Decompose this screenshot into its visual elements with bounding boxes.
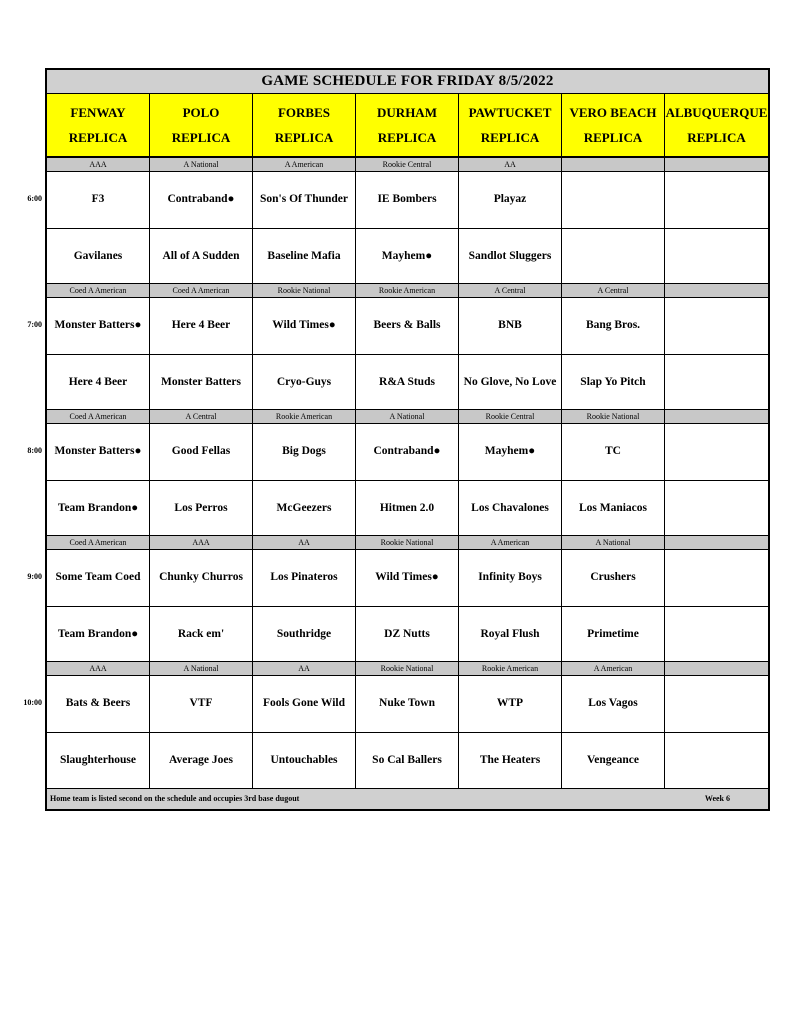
division-label: A National — [150, 157, 253, 171]
division-label: Coed A American — [47, 283, 150, 297]
field-subtitle: REPLICA — [171, 129, 231, 145]
away-team — [665, 424, 768, 481]
home-team: Slap Yo Pitch — [580, 375, 646, 388]
division-label: Rookie Central — [459, 409, 562, 423]
division-label: A American — [459, 535, 562, 549]
game-cell — [47, 172, 150, 284]
away-team — [665, 298, 768, 355]
away-team: Chunky Churros — [150, 550, 252, 607]
away-team: Here 4 Beer — [150, 298, 252, 355]
home-team: Southridge — [276, 627, 332, 640]
field-name: ALBUQUERQUE — [665, 104, 768, 120]
division-label: Rookie National — [356, 535, 459, 549]
game-cell — [253, 172, 356, 284]
division-label — [562, 157, 665, 171]
away-team: Los Pinateros — [253, 550, 355, 607]
away-team: Bang Bros. — [562, 298, 664, 355]
home-team — [665, 481, 768, 537]
away-team: IE Bombers — [356, 172, 458, 229]
field-header — [665, 94, 768, 157]
game-cell — [562, 424, 665, 536]
field-header — [562, 94, 665, 157]
field-subtitle: REPLICA — [687, 129, 746, 145]
field-name: PAWTUCKET — [468, 104, 552, 120]
field-subtitle: REPLICA — [583, 129, 643, 145]
home-team: Sandlot Sluggers — [468, 249, 552, 262]
home-team: DZ Nutts — [384, 627, 430, 640]
division-label — [665, 661, 768, 675]
home-team: Here 4 Beer — [68, 375, 128, 388]
division-label: Rookie American — [253, 409, 356, 423]
game-slot-row — [47, 172, 768, 284]
home-team — [665, 607, 768, 663]
field-name: FORBES — [277, 104, 330, 120]
game-cell — [253, 298, 356, 410]
time-label: 9:00 — [27, 572, 42, 581]
field-header — [150, 94, 253, 157]
division-label: AA — [253, 535, 356, 549]
game-cell — [253, 676, 356, 788]
game-cell — [150, 424, 253, 536]
division-label — [665, 157, 768, 171]
division-label: AAA — [150, 535, 253, 549]
division-label: A Central — [562, 283, 665, 297]
game-cell — [562, 550, 665, 662]
home-team: Los Perros — [174, 501, 228, 514]
division-label: Rookie National — [562, 409, 665, 423]
home-team: Los Chavalones — [471, 501, 549, 514]
division-label: AA — [253, 661, 356, 675]
home-team: Baseline Mafia — [267, 249, 341, 262]
away-team: Crushers — [562, 550, 664, 607]
away-team: Infinity Boys — [459, 550, 561, 607]
game-cell — [47, 298, 150, 410]
division-label: A National — [150, 661, 253, 675]
division-label — [665, 409, 768, 423]
away-team: WTP — [459, 676, 561, 733]
home-team — [562, 229, 664, 285]
home-team: McGeezers — [276, 501, 332, 514]
game-cell — [356, 676, 459, 788]
game-cell — [665, 550, 768, 662]
division-label — [665, 535, 768, 549]
division-label: A American — [562, 661, 665, 675]
field-subtitle: REPLICA — [480, 129, 540, 145]
home-team: Untouchables — [270, 753, 338, 766]
away-team: BNB — [459, 298, 561, 355]
game-cell — [665, 424, 768, 536]
field-header — [47, 94, 150, 157]
schedule-table — [45, 68, 770, 811]
away-team: Mayhem● — [459, 424, 561, 481]
division-label: A National — [356, 409, 459, 423]
away-team: Some Team Coed — [47, 550, 149, 607]
game-cell — [459, 424, 562, 536]
game-cell — [562, 172, 665, 284]
time-label: 6:00 — [27, 194, 42, 203]
game-cell — [665, 298, 768, 410]
game-cell — [459, 550, 562, 662]
division-label: Rookie American — [459, 661, 562, 675]
division-label: A Central — [150, 409, 253, 423]
game-slot-row — [47, 550, 768, 662]
home-team: Team Brandon● — [57, 501, 139, 514]
game-cell — [562, 298, 665, 410]
home-team: Cryo-Guys — [276, 375, 332, 388]
home-team: Mayhem● — [381, 249, 433, 262]
game-cell — [459, 172, 562, 284]
away-team: Nuke Town — [356, 676, 458, 733]
division-label: Rookie National — [253, 283, 356, 297]
home-team: Primetime — [587, 627, 639, 640]
away-team: Monster Batters● — [47, 298, 149, 355]
division-label: AAA — [47, 157, 150, 171]
home-team — [665, 229, 768, 285]
division-label: AAA — [47, 661, 150, 675]
schedule-footer — [47, 788, 768, 809]
game-slot-row — [47, 676, 768, 788]
home-team: R&A Studs — [379, 375, 435, 388]
game-cell — [665, 172, 768, 284]
division-label — [665, 283, 768, 297]
game-cell — [47, 676, 150, 788]
home-team: So Cal Ballers — [372, 753, 442, 766]
home-team — [665, 733, 768, 789]
away-team: Monster Batters● — [47, 424, 149, 481]
away-team — [665, 172, 768, 229]
away-team — [562, 172, 664, 229]
game-cell — [459, 298, 562, 410]
away-team: F3 — [47, 172, 149, 229]
time-label: 8:00 — [27, 446, 42, 455]
game-cell — [47, 550, 150, 662]
home-team: Gavilanes — [73, 249, 123, 262]
time-label: 7:00 — [27, 320, 42, 329]
game-cell — [356, 172, 459, 284]
game-cell — [150, 676, 253, 788]
game-cell — [150, 550, 253, 662]
field-name: DURHAM — [377, 104, 437, 120]
game-cell — [459, 676, 562, 788]
field-header-row — [47, 94, 768, 157]
division-band — [47, 409, 768, 424]
division-label: Coed A American — [47, 409, 150, 423]
field-subtitle: REPLICA — [68, 129, 128, 145]
game-cell — [150, 172, 253, 284]
division-label: A Central — [459, 283, 562, 297]
division-label: Rookie National — [356, 661, 459, 675]
game-cell — [356, 550, 459, 662]
away-team: Contraband● — [150, 172, 252, 229]
division-band — [47, 157, 768, 172]
division-label: Coed A American — [150, 283, 253, 297]
game-slot-row — [47, 298, 768, 410]
away-team: Good Fellas — [150, 424, 252, 481]
away-team — [665, 676, 768, 733]
home-team: Slaughterhouse — [59, 753, 137, 766]
division-label: AA — [459, 157, 562, 171]
away-team: Contraband● — [356, 424, 458, 481]
away-team: Wild Times● — [356, 550, 458, 607]
division-band — [47, 535, 768, 550]
away-team: Beers & Balls — [356, 298, 458, 355]
away-team: Big Dogs — [253, 424, 355, 481]
game-cell — [253, 424, 356, 536]
home-team: Los Maniacos — [578, 501, 648, 514]
home-team: Royal Flush — [480, 627, 540, 640]
division-label: Rookie Central — [356, 157, 459, 171]
away-team: Playaz — [459, 172, 561, 229]
away-team: TC — [562, 424, 664, 481]
home-team-note: Home team is listed second on the schedule and occupies 3rd base dugout — [50, 794, 300, 803]
home-team: The Heaters — [479, 753, 541, 766]
field-header — [459, 94, 562, 157]
field-subtitle: REPLICA — [274, 129, 334, 145]
field-name: VERO BEACH — [569, 104, 657, 120]
field-name: POLO — [182, 104, 220, 120]
home-team: No Glove, No Love — [463, 375, 557, 388]
away-team: Fools Gone Wild — [253, 676, 355, 733]
field-header — [253, 94, 356, 157]
away-team — [665, 550, 768, 607]
away-team: Son's Of Thunder — [253, 172, 355, 229]
home-team: Average Joes — [169, 753, 233, 766]
game-cell — [150, 298, 253, 410]
field-name: FENWAY — [70, 104, 126, 120]
division-label: A American — [253, 157, 356, 171]
away-team: Los Vagos — [562, 676, 664, 733]
away-team: VTF — [150, 676, 252, 733]
division-band — [47, 283, 768, 298]
game-cell — [356, 424, 459, 536]
division-label: Coed A American — [47, 535, 150, 549]
time-label: 10:00 — [23, 698, 42, 707]
field-subtitle: REPLICA — [377, 129, 437, 145]
division-label: Rookie American — [356, 283, 459, 297]
home-team: Hitmen 2.0 — [379, 501, 435, 514]
home-team — [665, 355, 768, 411]
game-cell — [47, 424, 150, 536]
away-team: Wild Times● — [253, 298, 355, 355]
home-team: Team Brandon● — [57, 627, 139, 640]
home-team: Vengeance — [587, 753, 639, 766]
game-cell — [253, 550, 356, 662]
home-team: Monster Batters — [161, 375, 241, 388]
game-cell — [665, 676, 768, 788]
schedule-title: GAME SCHEDULE FOR FRIDAY 8/5/2022 — [47, 70, 768, 94]
home-team: All of A Sudden — [162, 249, 240, 262]
home-team: Rack em' — [177, 627, 225, 640]
game-slot-row — [47, 424, 768, 536]
game-cell — [356, 298, 459, 410]
division-label: A National — [562, 535, 665, 549]
field-header — [356, 94, 459, 157]
away-team: Bats & Beers — [47, 676, 149, 733]
division-band — [47, 661, 768, 676]
game-cell — [562, 676, 665, 788]
week-label: Week 6 — [704, 794, 730, 803]
